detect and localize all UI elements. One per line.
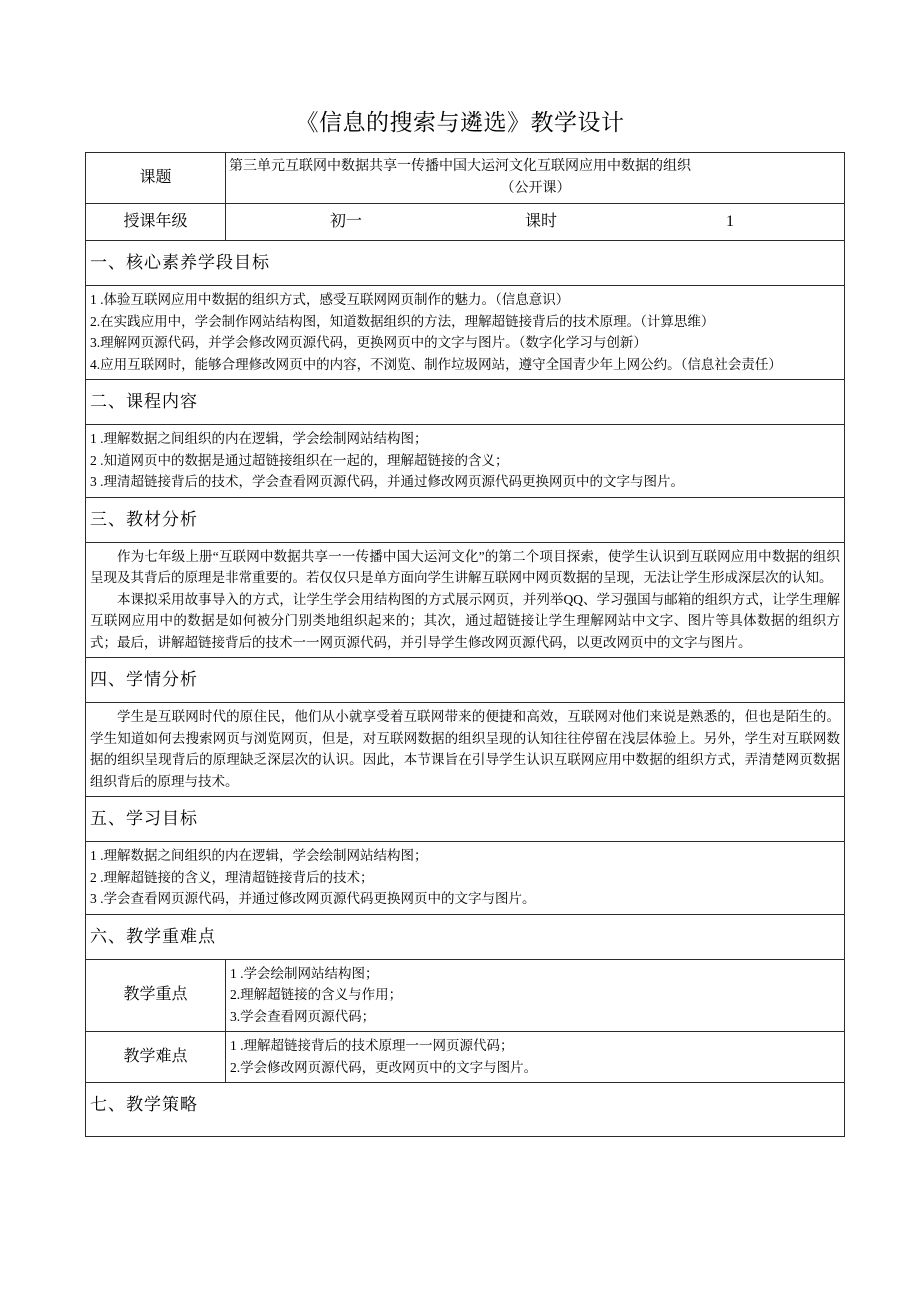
table-row-section-heading (86, 380, 845, 425)
topic-label: 课题 (86, 153, 226, 204)
table-row-section-heading (86, 497, 845, 542)
list-item: 1 .学会绘制网站结构图； (230, 965, 379, 981)
list-item: 3.学会查看网页源代码； (230, 1008, 376, 1024)
list-item: 2 .知道网页中的数据是通过超链接组织在一起的，理解超链接的含义； (90, 452, 509, 468)
section-heading-student-analysis: 四、学情分析 (86, 658, 845, 703)
topic-value-line1: 第三单元互联网中数据共享一传播中国大运河文化互联网应用中数据的组织 (229, 159, 691, 174)
table-row-grade (86, 204, 845, 241)
section-heading-teaching-strategy: 七、教学策略 (86, 1083, 845, 1137)
grade-label: 授课年级 (86, 204, 226, 241)
section-body-learning-objectives (86, 842, 845, 915)
grade-value: 初一 (329, 213, 362, 230)
list-item: 2.理解超链接的含义与作用； (230, 987, 403, 1002)
paragraph: 作为七年级上册“互联网中数据共享一一传播中国大运河文化”的第二个项目探索，使学生认识到互联网应用中数据的组织呈现及其背后的原理是非常重要的。若仅仅只是单方面向学生讲解互联网中网页数据的呈现，无法让学生形成深层次的认知。 (90, 548, 840, 585)
table-row-section-body (86, 703, 845, 797)
list-item: 1 .理解数据之间组织的内在逻辑，学会绘制网站结构图； (90, 848, 428, 863)
list-item: 3 .理清超链接背后的技术，学会查看网页源代码，并通过修改网页源代码更换网页中的文字与图片。 (90, 474, 684, 489)
list-item: 2 .理解超链接的含义，理清超链接背后的技术； (90, 869, 374, 885)
section-heading-textbook-analysis: 三、教材分析 (86, 497, 845, 542)
page-title: 《信息的搜索与遴选》教学设计 (295, 110, 625, 135)
table-row-section-heading (86, 797, 845, 842)
paragraph: 学生是互联网时代的原住民，他们从小就享受着互联网带来的便捷和高效，互联网对他们来说是熟悉的，但也是陌生的。学生知道如何去搜索网页与浏览网页，但是，对互联网数据的组织呈现的认知往往停留在浅层体验上。另外，学生对互联网数据的组织呈现背后的原理缺乏深层次的认识。因此，本节课旨在引导学生认识互联网应用中数据的组织方式，弄清楚网页数据组织背后的原理与技术。 (90, 709, 840, 789)
topic-value-cell (226, 153, 845, 204)
periods-label: 课时 (524, 213, 557, 230)
grade-info-cell (226, 204, 845, 241)
table-row-section-body (86, 286, 845, 380)
list-item: 3.理解网页源代码，并学会修改网页源代码，更换网页中的文字与图片。（数字化学习与创新） (90, 335, 647, 350)
section-heading-key-difficult-points: 六、教学重难点 (86, 914, 845, 959)
table-row-section-heading (86, 914, 845, 959)
paragraph: 本课拟采用故事导入的方式，让学生学会用结构图的方式展示网页，并列举QQ、学习强国与邮箱的组织方式，让学生理解互联网应用中的数据是如何被分门别类地组织起来的；其次，通过超链接让学生理解网站中文字、图片等具体数据的组织方式；最后，讲解超链接背后的技术一一网页源代码，并引导学生修改网页源代码，以更改网页中的文字与图片。 (90, 591, 840, 650)
list-item: 1 .体验互联网应用中数据的组织方式，感受互联网网页制作的魅力。（信息意识） (90, 292, 570, 307)
list-item: 2.学会修改网页源代码，更改网页中的文字与图片。 (230, 1059, 538, 1075)
lesson-plan-table (85, 152, 845, 1137)
key-points-label: 教学重点 (86, 959, 226, 1032)
section-body-core-literacy (86, 286, 845, 380)
difficult-points-cell (226, 1032, 845, 1083)
section-heading-core-literacy: 一、核心素养学段目标 (86, 241, 845, 286)
table-row-section-heading (86, 658, 845, 703)
table-row-topic (86, 153, 845, 204)
list-item: 4.应用互联网时，能够合理修改网页中的内容，不浏览、制作垃圾网站，遵守全国青少年上网公约。（信息社会责任） (90, 356, 782, 372)
table-row-difficult-points (86, 1032, 845, 1083)
section-body-course-content (86, 425, 845, 498)
table-row-key-points (86, 959, 845, 1032)
list-item: 1 .理解超链接背后的技术原理一一网页源代码； (230, 1038, 514, 1053)
section-body-textbook-analysis (86, 542, 845, 658)
list-item: 3 .学会查看网页源代码，并通过修改网页源代码更换网页中的文字与图片。 (90, 891, 536, 906)
section-heading-course-content: 二、课程内容 (86, 380, 845, 425)
lesson-plan-table-wrapper (85, 152, 845, 1137)
list-item: 1 .理解数据之间组织的内在逻辑，学会绘制网站结构图； (90, 431, 428, 446)
table-row-section-body (86, 542, 845, 658)
table-row-section-body (86, 842, 845, 915)
section-body-student-analysis (86, 703, 845, 797)
periods-value: 1 (726, 213, 734, 230)
key-points-cell (226, 959, 845, 1032)
table-row-section-heading (86, 241, 845, 286)
topic-value-line2: （公开课） (500, 181, 571, 196)
table-row-section-heading (86, 1083, 845, 1137)
table-row-section-body (86, 425, 845, 498)
section-heading-learning-objectives: 五、学习目标 (86, 797, 845, 842)
difficult-points-label: 教学难点 (86, 1032, 226, 1083)
list-item: 2.在实践应用中，学会制作网站结构图，知道数据组织的方法，理解超链接背后的技术原理。（计算思维） (90, 313, 715, 329)
